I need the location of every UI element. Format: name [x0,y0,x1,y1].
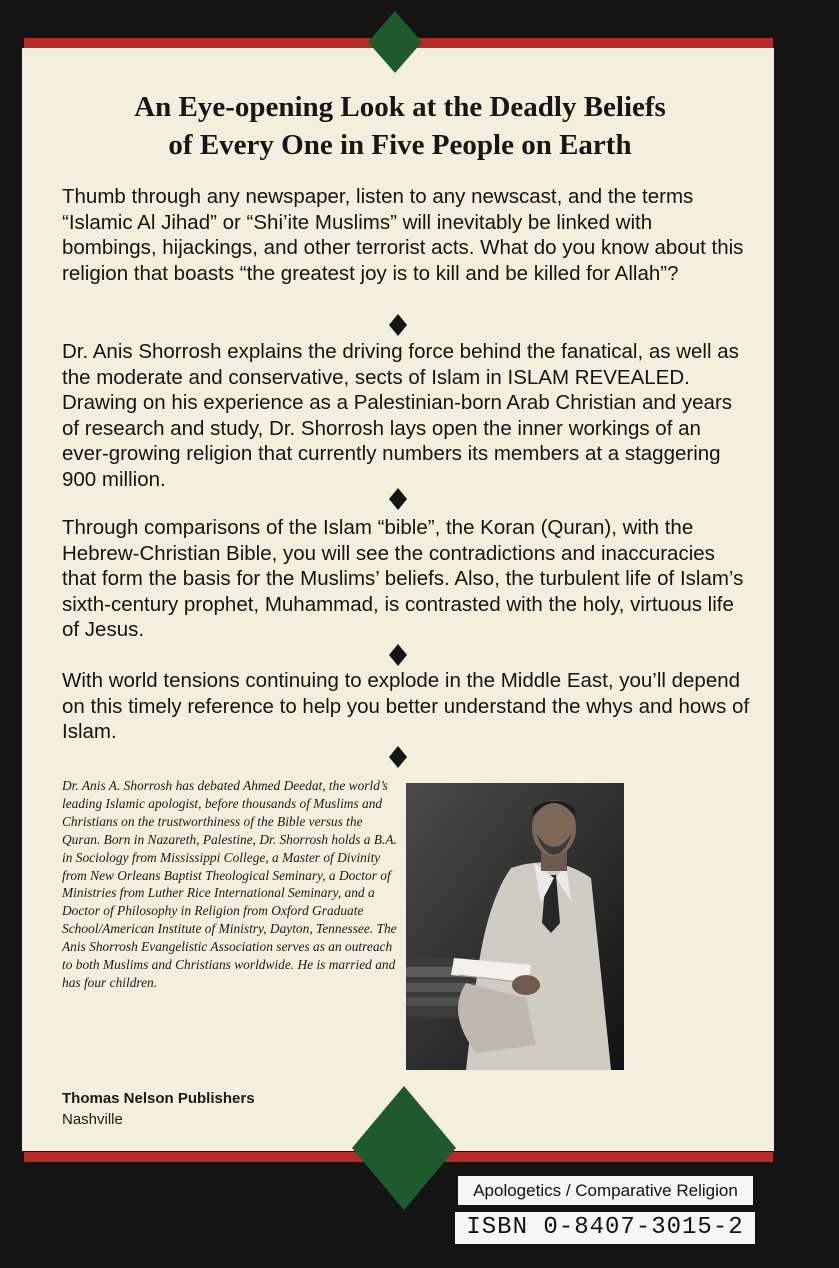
author-bio: Dr. Anis A. Shorrosh has debated Ahmed Deedat, the world’s leading Islamic apologist, before thousands of Muslims and Christians on the trustworthiness of the Bible versus the Quran. Born in Nazareth, Palestine, Dr. Shorrosh holds a B.A. in Sociology from Mississippi College, a Master of Divinity from New Orleans Baptist Theological Seminary, a Doctor of Ministries from Luther Rice International Seminary, and a Doctor of Philosophy in Religion from Oxford Graduate School/American Institute of Ministry, Dayton, Tennessee. The Anis Shorrosh Evangelistic Association serves as an outreach to both Muslims and Christians worldwide. He is married and has four children. [62,778,397,990]
diamond-separator-icon [389,314,407,336]
headline [30,88,770,164]
green-diamond-bottom-icon [352,1086,456,1210]
publisher-city: Nashville [62,1111,123,1128]
blurb-paragraph-3: Through comparisons of the Islam “bible”, the Koran (Quran), with the Hebrew-Christian Bible, you will see the contradictions and inaccuracies that form the basis for the Muslims’ beliefs. Also, the turbulent life of Islam’s sixth-century prophet, Muhammad, is contrasted with the holy, virtuous life of Jesus. [62,516,744,642]
category-label: Apologetics / Comparative Religion [458,1176,753,1205]
blurb-paragraph-1: Thumb through any newspaper, listen to any newscast, and the terms “Islamic Al Jihad” or “Shi’ite Muslims” will inevitably be linked with bombings, hijackings, and other terrorist acts. What do you know about this religion that boasts “the greatest joy is to kill and be killed for Allah”? [62,185,744,285]
author-photo [406,783,624,1070]
blurb-paragraph-2: Dr. Anis Shorrosh explains the driving force behind the fanatical, as well as the moderate and conservative, sects of Islam in ISLAM REVEALED. Drawing on his experience as a Palestinian-born Arab Christian and years of research and study, Dr. Shorrosh lays open the inner workings of an ever-growing religion that currently numbers its members at a staggering 900 million. [62,340,739,491]
blurb-paragraph-4: With world tensions continuing to explode in the Middle East, you’ll depend on this timely reference to help you better understand the whys and hows of Islam. [62,669,750,744]
green-diamond-top-icon [368,11,422,73]
diamond-separator-icon [389,644,407,666]
isbn-label: ISBN 0-8407-3015-2 [455,1212,755,1244]
diamond-separator-icon [389,488,407,510]
publisher-name: Thomas Nelson Publishers [62,1090,255,1107]
diamond-separator-icon [389,746,407,768]
headline-line-1: An Eye-opening Look at the Deadly Beliefs [134,91,666,123]
headline-line-2: of Every One in Five People on Earth [168,129,632,161]
